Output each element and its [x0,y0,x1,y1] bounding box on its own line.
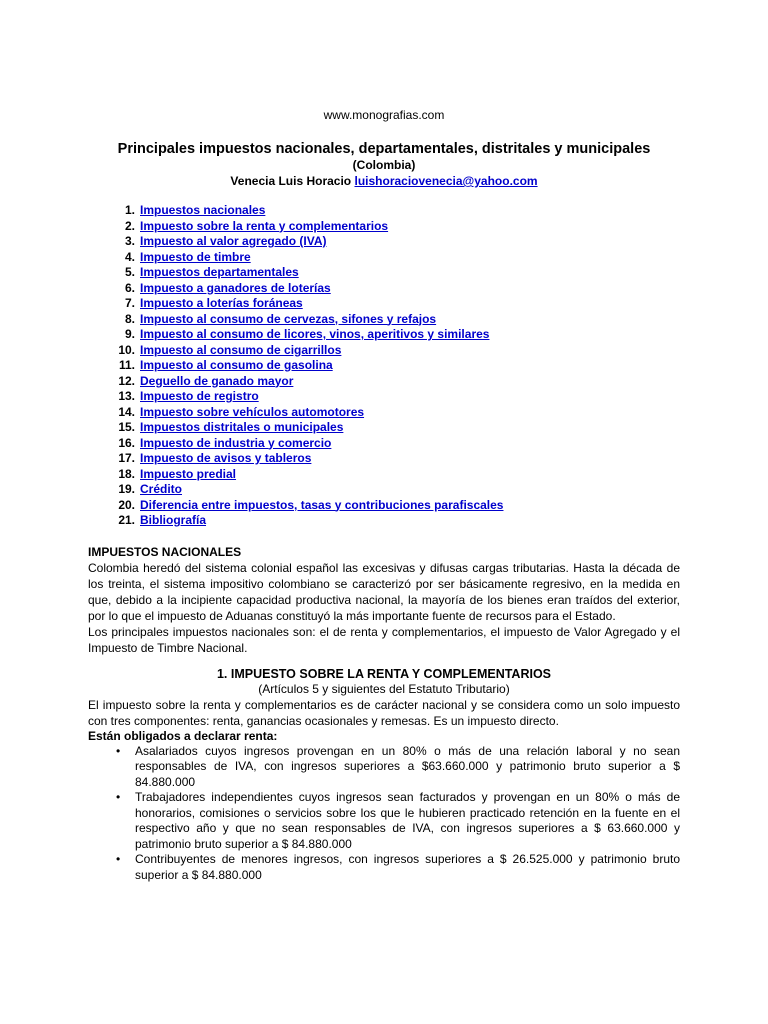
toc-item: 14. Impuesto sobre vehículos automotores [118,404,365,419]
toc-link[interactable]: Impuesto de avisos y tableros [140,451,312,465]
toc-link[interactable]: Impuesto al valor agregado (IVA) [140,234,327,248]
toc-link[interactable]: Impuesto de timbre [140,249,251,264]
toc-item: 2. Impuesto sobre la renta y complementarios [124,218,389,233]
toc-item: 10. Impuesto al consumo de cigarrillos [118,342,342,357]
document-page [88,108,680,883]
table-of-contents [88,203,680,529]
section-heading-renta: 1. IMPUESTO SOBRE LA RENTA Y COMPLEMENTARIOS [216,666,552,681]
list-item: • Contribuyentes de menores ingresos, con ingresos superiores a $ 26.525.000 y patrimonio bruto superior a $ 84.880.000 [116,852,680,882]
toc-item: 3. Impuesto al valor agregado (IVA) [124,234,327,248]
toc-item: 1. Impuestos nacionales [124,203,266,217]
toc-link[interactable]: Impuestos nacionales [140,203,266,217]
section-subheading-articulos: (Artículos 5 y siguientes del Estatuto Tributario) [258,681,510,696]
toc-link[interactable]: Impuesto a ganadores de loterías [140,280,331,295]
toc-link[interactable]: Deguello de ganado mayor [140,373,294,388]
site-url: www.monografias.com [323,108,445,122]
toc-item: 17. Impuesto de avisos y tableros [118,451,312,465]
toc-link[interactable]: Impuesto al consumo de cigarrillos [140,342,342,357]
paragraph-history: Colombia heredó del sistema colonial español las excesivas y difusas cargas tributarias. Hasta la década de los treinta, el sistema impositivo colombiano se caracterizó por ser básicamente regresivo, en la medida en que, debido a la incipiente capacidad productiva nacional, la mayoría de los bienes eran traídos del exterior, por lo que el impuesto de Aduanas constituyó la más importante fuente de recursos para el Estado. [88,560,680,623]
bullet-icon: • [116,790,121,804]
toc-item: 8. Impuesto al consumo de cervezas, sifones y refajos [124,311,437,326]
toc-item: 21. Bibliografía [118,513,207,527]
country-subtitle: (Colombia) [352,158,416,172]
toc-link[interactable]: Bibliografía [140,513,207,527]
list-item: • Trabajadores independientes cuyos ingresos sean facturados y provengan en un 80% o más de honorarios, comisiones o servicios sobre los que le hubieren practicado retención en la fuente en el respectivo año y que no sean responsables de IVA, con ingresos superiores a $ 63.660.000 y patrimonio bruto superior a $ 84.880.000 [116,790,680,851]
toc-link[interactable]: Impuesto al consumo de licores, vinos, aperitivos y similares [140,327,490,341]
toc-item: 13. Impuesto de registro [118,389,259,403]
toc-item: 20. Diferencia entre impuestos, tasas y contribuciones parafiscales [118,497,504,512]
obligated-heading: Están obligados a declarar renta: [88,728,278,743]
toc-link[interactable]: Impuesto de industria y comercio [140,435,332,450]
toc-item: 5. Impuestos departamentales [124,265,299,279]
toc-item: 9. Impuesto al consumo de licores, vinos, aperitivos y similares [124,327,490,341]
toc-item: 6. Impuesto a ganadores de loterías [124,280,331,295]
toc-link[interactable]: Impuesto a loterías foráneas [140,296,303,310]
paragraph-main-taxes: Los principales impuestos nacionales son: el de renta y complementarios, el impuesto de Valor Agregado y el Impuesto de Timbre Nacional. [88,624,680,655]
toc-link[interactable]: Impuesto sobre la renta y complementarios [140,218,389,233]
section-heading-nacionales: IMPUESTOS NACIONALES [88,544,242,559]
toc-item: 15. Impuestos distritales o municipales [118,420,344,434]
toc-item: 18. Impuesto predial [118,466,237,481]
author-email-link[interactable]: luishoraciovenecia@yahoo.com [354,174,538,188]
list-item: • Asalariados cuyos ingresos provengan en un 80% o más de una relación laboral y no sean responsables de IVA, con ingresos superiores a $63.660.000 y patrimonio bruto superior a $ 84.880.000 [116,743,680,789]
toc-link[interactable]: Impuesto predial [140,466,237,481]
paragraph-renta: El impuesto sobre la renta y complementarios es de carácter nacional y se considera como un solo impuesto con tres componentes: renta, ganancias ocasionales y remesas. Es un impuesto directo. [88,697,680,728]
toc-link[interactable]: Impuesto sobre vehículos automotores [140,404,365,419]
page-title: Principales impuestos nacionales, departamentales, distritales y municipales [117,141,651,157]
toc-item: 4. Impuesto de timbre [124,249,251,264]
toc-link[interactable]: Impuesto al consumo de cervezas, sifones y refajos [140,311,437,326]
toc-item: 12. Deguello de ganado mayor [118,373,294,388]
bullet-icon: • [116,743,121,758]
toc-item: 7. Impuesto a loterías foráneas [124,296,303,310]
toc-item: 11. Impuesto al consumo de gasolina [118,358,333,372]
author-line [88,173,680,189]
toc-item: 19. Crédito [118,482,182,496]
author-name: Venecia Luis Horacio [230,174,352,188]
toc-link[interactable]: Crédito [140,482,182,496]
obligated-list [88,744,680,884]
toc-link[interactable]: Impuestos distritales o municipales [140,420,344,434]
toc-link[interactable]: Diferencia entre impuestos, tasas y contribuciones parafiscales [140,497,504,512]
bullet-icon: • [116,852,121,866]
toc-link[interactable]: Impuestos departamentales [140,265,299,279]
toc-link[interactable]: Impuesto al consumo de gasolina [140,358,333,372]
toc-link[interactable]: Impuesto de registro [140,389,259,403]
toc-item: 16. Impuesto de industria y comercio [118,435,332,450]
